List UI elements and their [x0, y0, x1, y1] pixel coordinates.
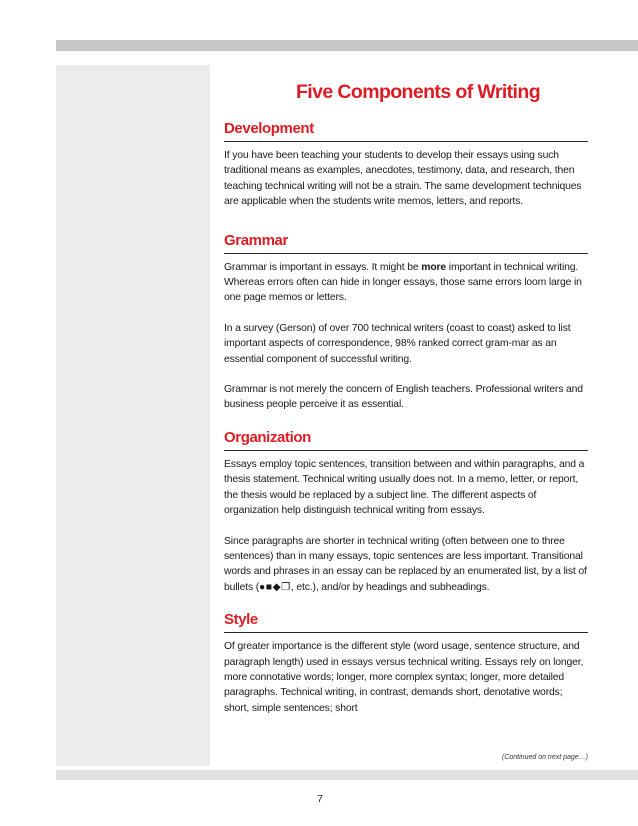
paragraph: [224, 534, 588, 596]
section-organization: [224, 428, 588, 595]
section-style: [224, 610, 588, 716]
left-margin-panel: [56, 65, 210, 766]
paragraph: Grammar is not merely the concern of English teachers. Professional writers and business people perceive it as essential.: [224, 384, 583, 411]
paragraph: In a survey (Gerson) of over 700 technical writers (coast to coast) asked to list important aspects of correspondence, 98% ranked correct gram-mar as an essential component of successful writing.: [224, 322, 571, 365]
section-development: [224, 119, 588, 210]
top-decorative-bar: [56, 40, 638, 51]
section-heading: Style: [224, 610, 588, 633]
paragraph: [224, 260, 588, 306]
section-heading: Grammar: [224, 231, 588, 254]
paragraph-text: Grammar is important in essays. It might be: [224, 261, 422, 273]
bottom-decorative-bar: [56, 770, 638, 780]
bullet-symbols: ●■◆❐: [259, 581, 291, 593]
page-content: [224, 70, 588, 716]
emphasis-text: more: [421, 261, 447, 273]
section-heading: Development: [224, 119, 588, 142]
paragraph: If you have been teaching your students to develop their essays using such traditional means as examples, anecdotes, testimony, data, and research, then teaching technical writing will not be a strain. The same development techniques are applicable when the students write memos, letters, and reports.: [224, 150, 582, 208]
continued-note: (Continued on next page…): [502, 754, 588, 761]
paragraph-text: important in technical writing. Whereas errors often can hide in longer essays, those same errors loom large in one page memos or letters.: [224, 261, 582, 304]
paragraph-text: Since paragraphs are shorter in technical writing (often between one to three sentences) than in many essays, topic sentences are less important. Transitional words and phrases in an essay can be replaced by an enumerated list, by a list of bullets (: [224, 535, 587, 593]
paragraph: Essays employ topic sentences, transition between and within paragraphs, and a thesis statement. Technical writing usually does not. In a memo, letter, or report, the thesis would be replaced by a subject line. The different aspects of organization help distinguish technical writing from essays.: [224, 458, 585, 517]
section-grammar: [224, 231, 588, 413]
paragraph-text: , etc.), and/or by headings and subheadings.: [290, 581, 490, 593]
paragraph: Of greater importance is the different style (word usage, sentence structure, and paragraph length) used in essays versus technical writing. Essays rely on longer, more connotative words; longer, more complex syntax; longer, more detailed paragraphs. Technical writing, in contrast, demands short, denotative words; short, simple sentences; short: [224, 641, 584, 714]
section-heading: Organization: [224, 428, 588, 451]
page-title: Five Components of Writing: [295, 81, 541, 103]
page-number: 7: [317, 793, 323, 805]
